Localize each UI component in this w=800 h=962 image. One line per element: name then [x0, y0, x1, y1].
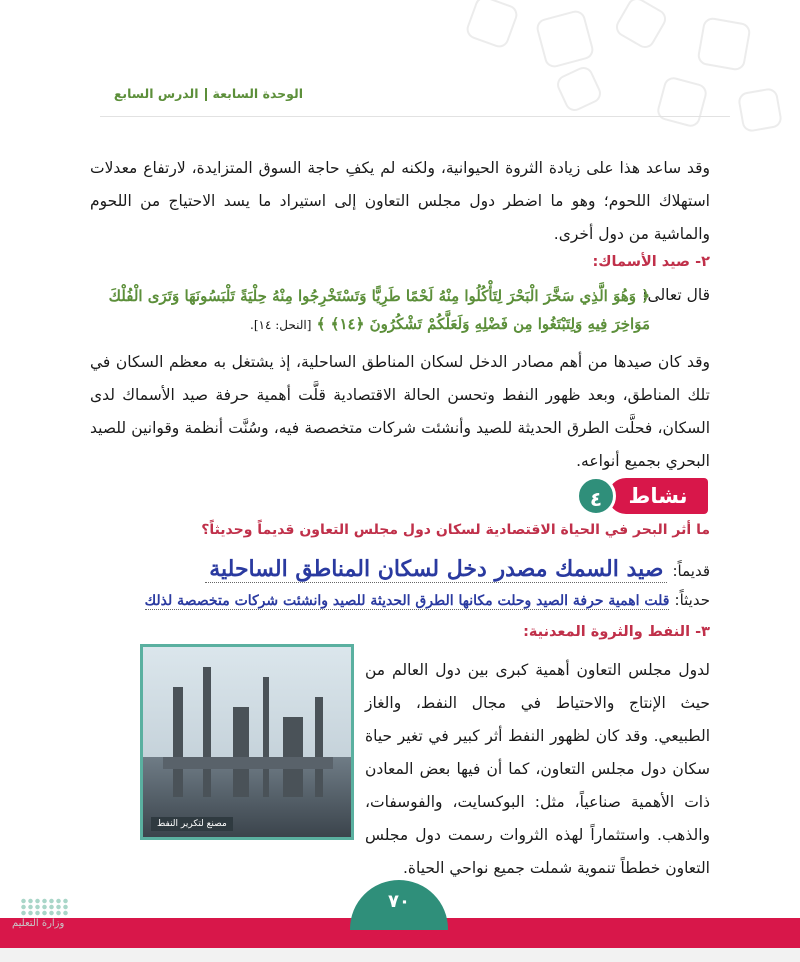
- section-title-oil: ٣- النفط والثروة المعدنية:: [523, 624, 710, 640]
- quran-reference: [النحل: ١٤].: [250, 318, 312, 332]
- activity-question: ما أثر البحر في الحياة الاقتصادية لسكان دول مجلس التعاون قديماً وحديثاً؟: [201, 522, 710, 538]
- paragraph-livestock: وقد ساعد هذا على زيادة الثروة الحيوانية، ولكنه لم يكفِ حاجة السوق المتزايدة، لارتفاع معدلات استهلاك اللحوم؛ وهو ما اضطر دول مجلس التعاون إلى استيراد ما يسد الاحتياج من اللحوم والماشية من دول أخرى.: [90, 159, 710, 243]
- page-header: [0, 82, 800, 112]
- footer-strip: [0, 948, 800, 962]
- logo-dots-icon: [20, 898, 70, 916]
- page-number: ٧٠: [350, 880, 448, 930]
- quran-verse-text: ﴿ وَهُوَ الَّذِي سَخَّرَ الْبَحْرَ لِتَأْكُلُوا مِنْهُ لَحْمًا طَرِيًّا وَتَسْتَخْرِجُوا مِنْهُ حِلْيَةً تَلْبَسُونَهَا وَتَرَى الْفُلْكَ مَوَاخِرَ فِيهِ وَلِتَبْتَغُوا مِن فَضْلِهِ وَلَعَلَّكُمْ تَشْكُرُونَ ﴿١٤﴾ ﴾: [108, 287, 650, 333]
- refinery-structure: [163, 757, 333, 769]
- header-separator: [205, 88, 207, 101]
- quran-verse: [90, 282, 650, 339]
- photo-caption: مصنع لتكرير النفط: [151, 817, 233, 831]
- answer-past-text[interactable]: صيد السمك مصدر دخل لسكان المناطق الساحلية: [205, 556, 667, 583]
- header-breadcrumb: [114, 86, 303, 101]
- refinery-tower: [263, 677, 269, 797]
- answer-present-label: حديثاً:: [674, 591, 710, 609]
- activity-number: ٤: [576, 476, 616, 516]
- answer-present-text[interactable]: قلت اهمية حرفة الصيد وحلت مكانها الطرق الحديثة للصيد وانشئت شركات متخصصة لذلك: [144, 593, 670, 609]
- decor-square: [612, 0, 669, 52]
- answer-past: [205, 556, 710, 582]
- refinery-tower: [203, 667, 211, 797]
- activity-badge: [568, 478, 708, 514]
- quran-label: قال تعالى:: [642, 286, 710, 304]
- refinery-tower: [315, 697, 323, 797]
- unit-title: الوحدة السابعة: [212, 86, 303, 101]
- lesson-title: الدرس السابع: [113, 86, 199, 101]
- paragraph-oil: لدول مجلس التعاون أهمية كبرى بين دول العالم من حيث الإنتاج والاحتياط في مجال النفط، والغاز الطبيعي. وقد كان لظهور النفط أثر كبير في تغير حياة سكان دول مجلس التعاون، كما أن فيها بعض المعادن ذات الأهمية صناعياً، مثل: البوكسايت، والفوسفات، والذهب. واستثماراً لهذه الثروات رسمت دول مجلس التعاون خططاً تنموية شملت جميع نواحي الحياة.: [365, 661, 710, 877]
- logo-text: وزارة التعليم: [12, 918, 65, 929]
- refinery-tower: [233, 707, 249, 797]
- decor-square: [464, 0, 520, 50]
- refinery-tower: [173, 687, 183, 797]
- section-title-fishing: ٢- صيد الأسماك:: [592, 254, 710, 270]
- header-divider: [100, 116, 730, 117]
- paragraph-fishing: وقد كان صيدها من أهم مصادر الدخل لسكان المناطق الساحلية، إذ يشتغل به معظم السكان في تلك المناطق، وبعد ظهور النفط وتحسن الحالة الاقتصادية قلَّت أهمية حرفة صيد الأسماك لدى السكان، فحلَّت الطرق الحديثة للصيد وأنشئت شركات متخصصة فيه، وسُنَّت أنظمة وقوانين للصيد البحري بجميع أنواعه.: [90, 353, 710, 470]
- answer-past-label: قديماً:: [672, 562, 710, 580]
- answer-present: [145, 590, 710, 609]
- ministry-logo: [12, 898, 82, 934]
- refinery-photo: [140, 644, 354, 840]
- decor-square: [534, 8, 595, 69]
- decor-square: [696, 16, 752, 72]
- activity-label: نشاط: [608, 478, 708, 514]
